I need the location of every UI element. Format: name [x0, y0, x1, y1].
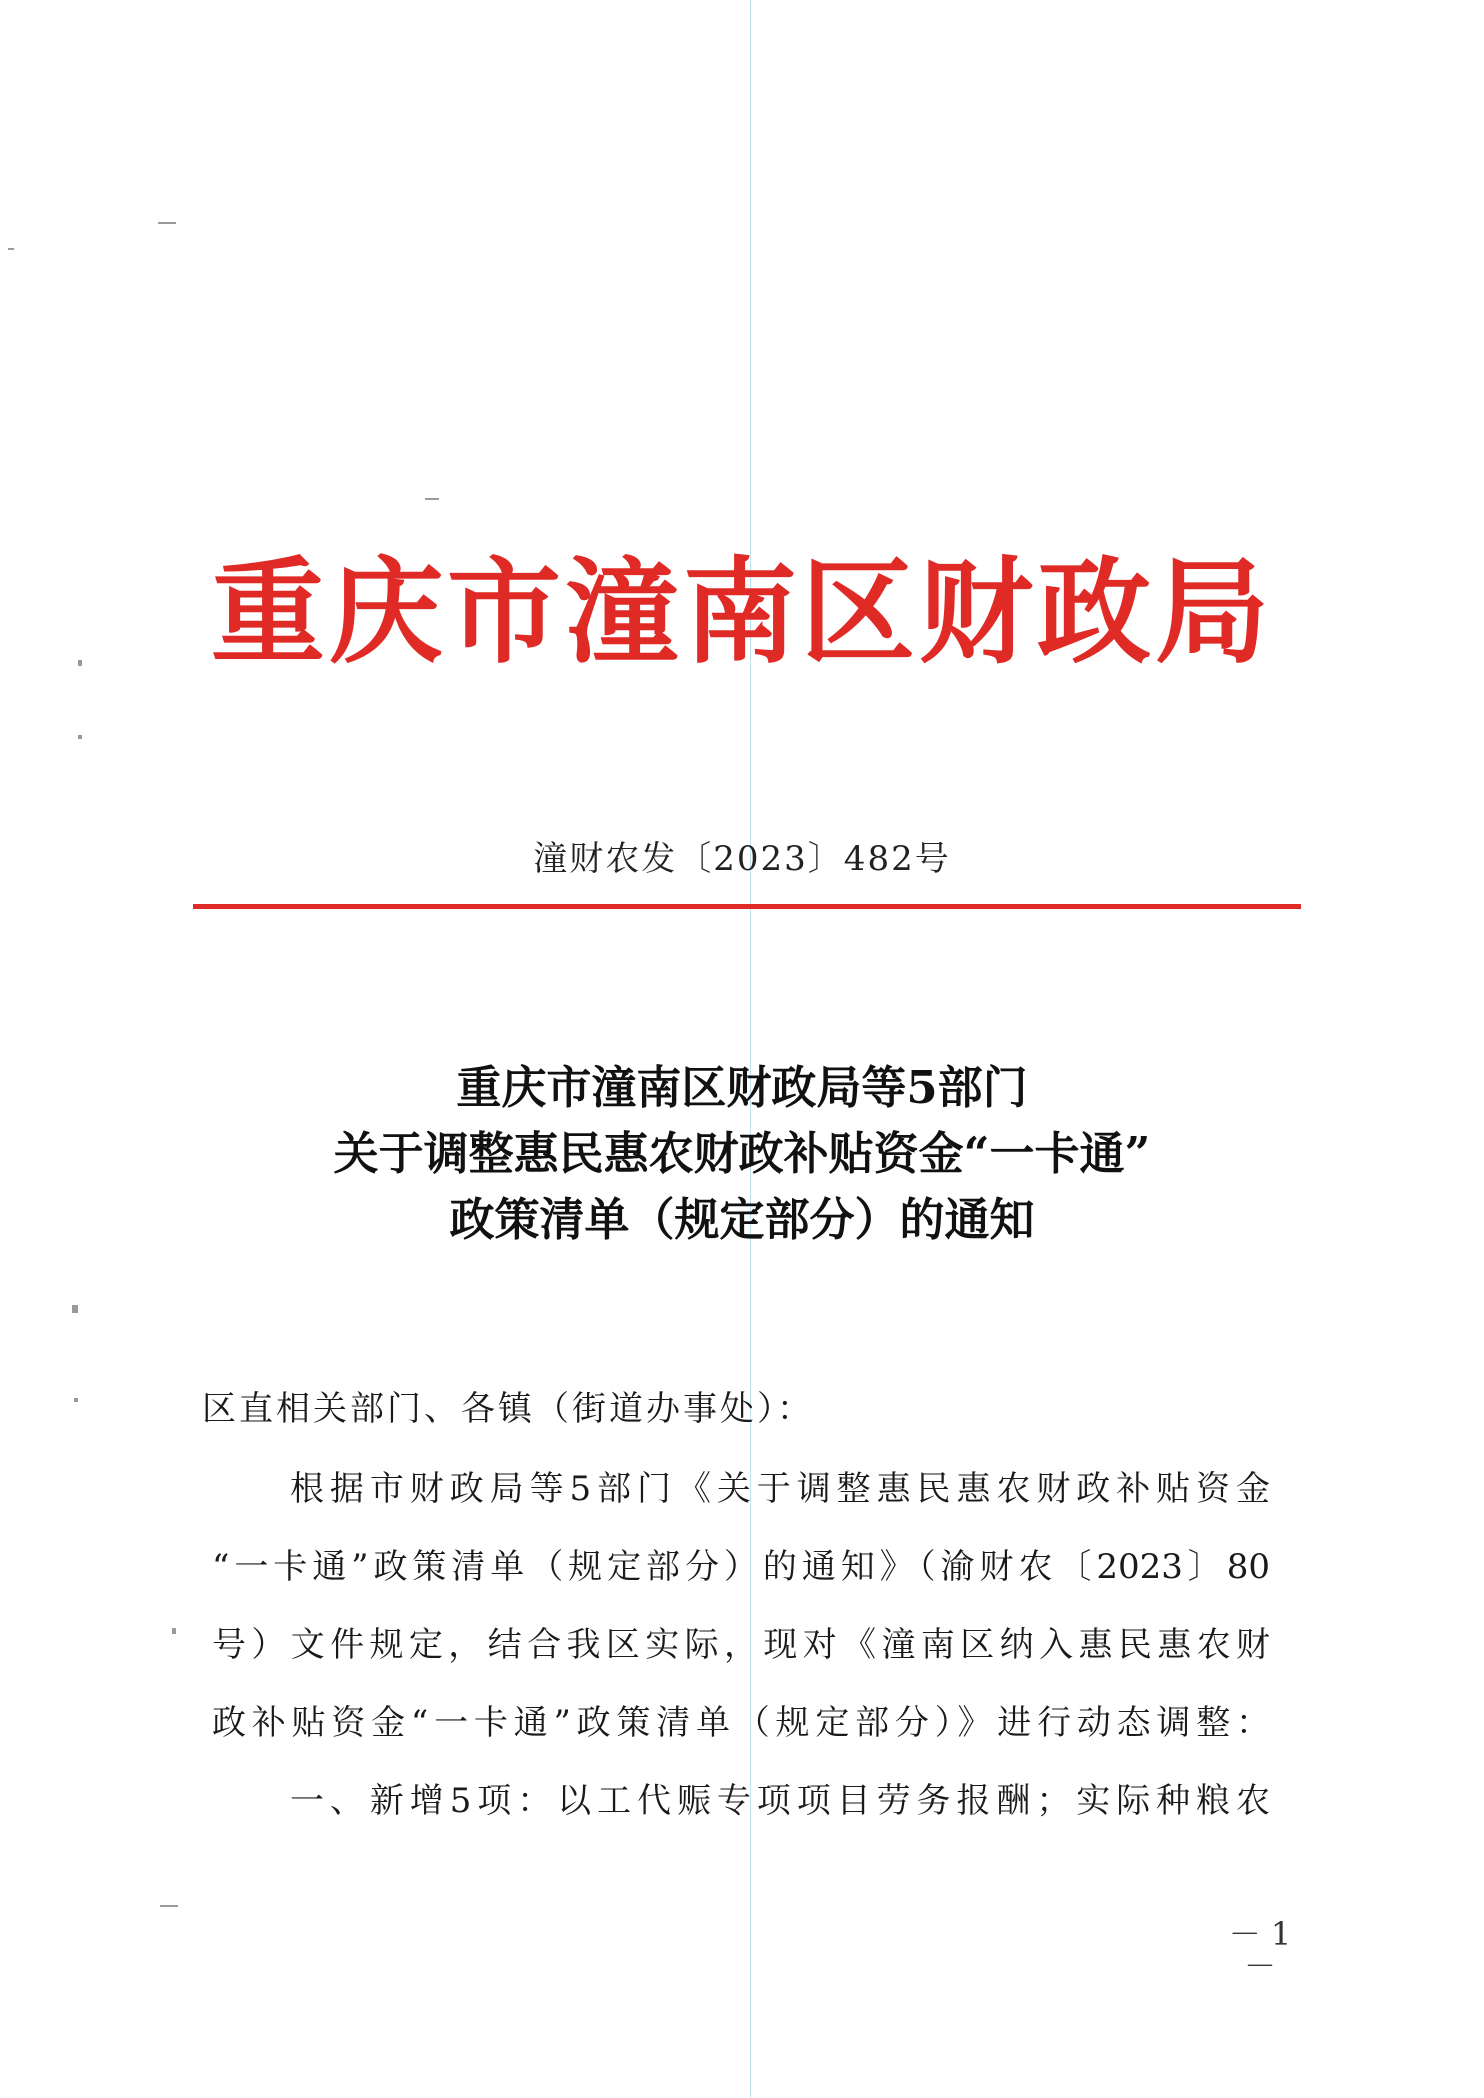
scan-speck — [158, 222, 176, 224]
salutation: 区直相关部门、各镇（街道办事处）： — [202, 1389, 814, 1429]
scan-speck — [160, 1905, 178, 1907]
page-number: － 1 － — [1228, 1915, 1292, 1985]
scan-speck — [8, 248, 14, 250]
scan-speck — [172, 1628, 176, 1634]
scan-speck — [425, 498, 439, 500]
body-text-line: 政补贴资金“一卡通”政策清单（规定部分）》进行动态调整： — [212, 1703, 1270, 1743]
scan-speck — [74, 1398, 78, 1402]
document-number: 潼财农发〔2023〕482号 — [533, 839, 951, 879]
title-line: 重庆市潼南区财政局等5部门 — [456, 1061, 1028, 1114]
body-text-line: 号）文件规定，结合我区实际，现对《潼南区纳入惠民惠农财 — [212, 1625, 1270, 1665]
title-line: 政策清单（规定部分）的通知 — [449, 1193, 1035, 1246]
title-line: 关于调整惠民惠农财政补贴资金“一卡通” — [333, 1127, 1151, 1180]
issuer-masthead: 重庆市潼南区财政局 — [210, 545, 1273, 679]
scan-speck — [78, 660, 82, 666]
scan-speck — [72, 1305, 78, 1313]
body-text-line: 根据市财政局等5部门《关于调整惠民惠农财政补贴资金 — [290, 1469, 1270, 1509]
red-separator-rule — [193, 904, 1301, 909]
scan-speck — [78, 735, 82, 739]
body-text-line: “一卡通”政策清单（规定部分）的通知》（渝财农〔2023〕80 — [212, 1547, 1270, 1587]
body-text-line: 一、新增5项：以工代赈专项项目劳务报酬；实际种粮农 — [290, 1781, 1270, 1821]
document-title — [0, 1061, 1484, 1263]
